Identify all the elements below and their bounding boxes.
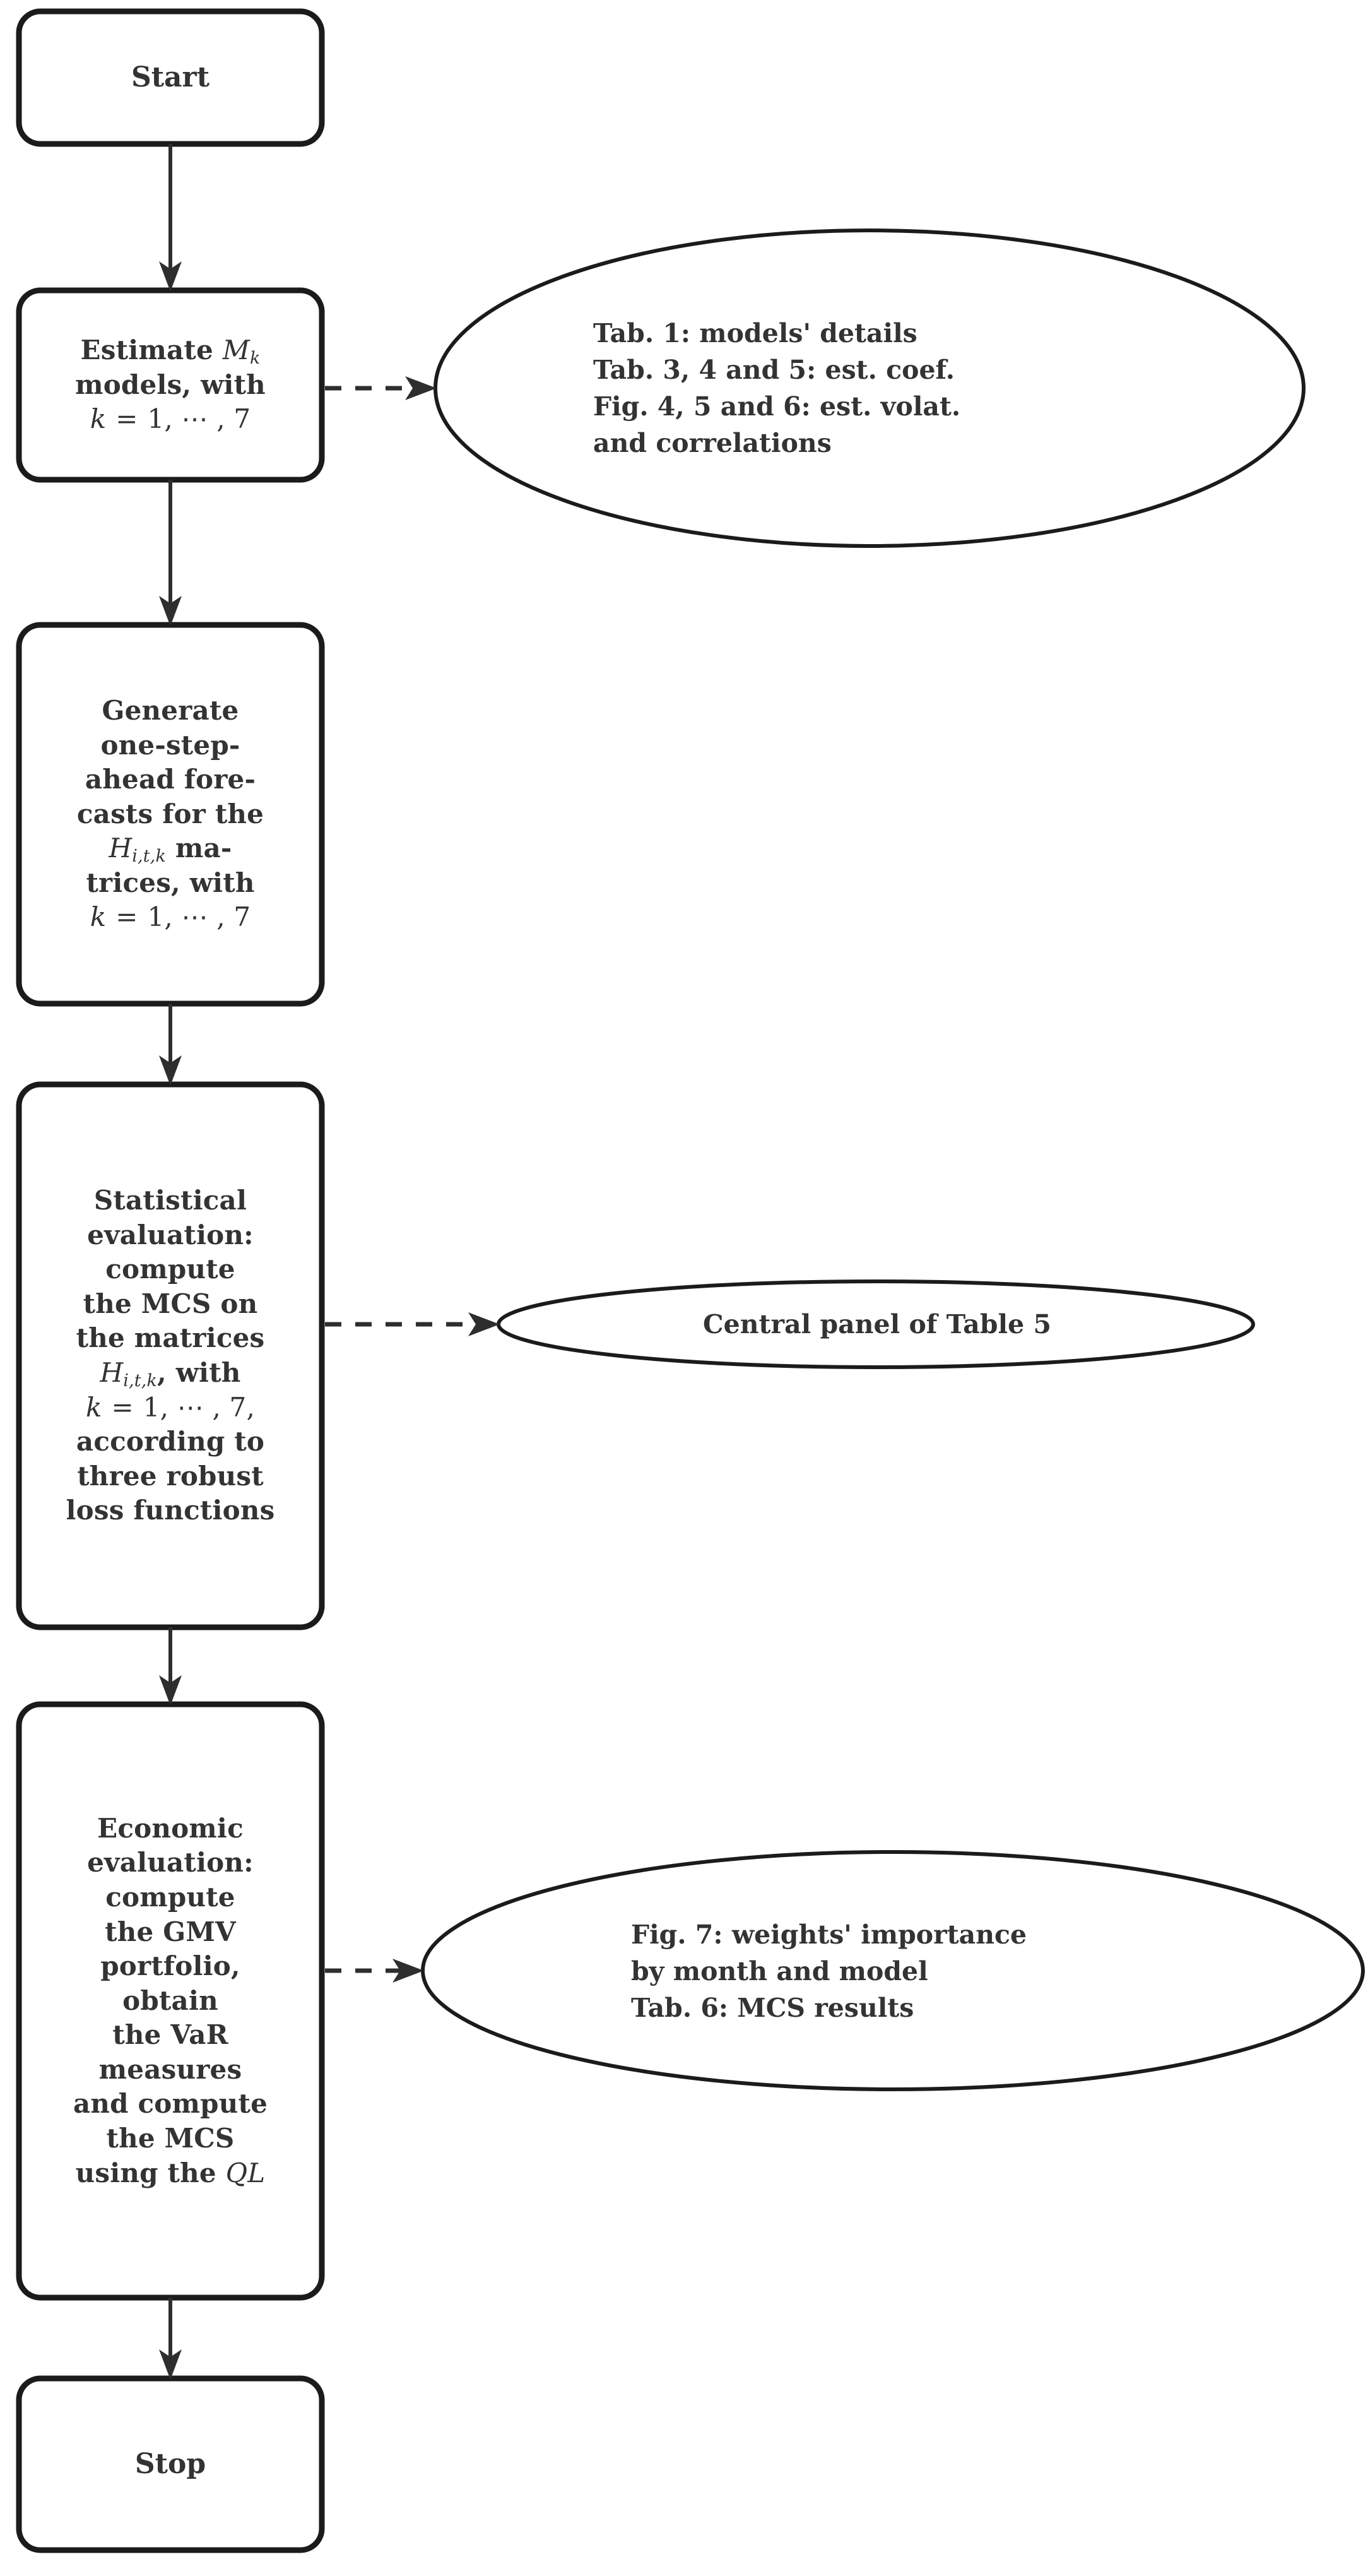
annotation-estimate-shape[interactable] <box>435 230 1304 546</box>
node-forecast-shape[interactable] <box>19 625 322 1004</box>
node-estimate-shape[interactable] <box>19 290 322 480</box>
annotation-economic-shape[interactable] <box>423 1852 1363 2089</box>
annotation-economic-label: Fig. 7: weights' importance by month and model Tab. 6: MCS results <box>631 1919 1027 2024</box>
node-stop-label: Stop <box>134 2448 206 2481</box>
node-estimate-label: Estimate $M_k$ models, with k = 1, ⋯ , 7 <box>75 335 266 435</box>
edge-estimate-to-forecast <box>159 480 182 626</box>
edge-forecast-to-statistical <box>159 1004 182 1086</box>
node-economic-shape[interactable] <box>19 1704 322 2298</box>
node-economic-label: Economic evaluation: compute the GMV portfolio, obtain the VaR measures and compute the MCS using the QL <box>73 1812 268 2188</box>
annotation-statistical-shape[interactable] <box>498 1281 1253 1367</box>
node-statistical-shape[interactable] <box>19 1084 322 1627</box>
edge-economic-to-stop <box>159 2298 182 2380</box>
node-stop-shape[interactable] <box>19 2378 322 2550</box>
edge-estimate-to-annotation <box>325 376 437 400</box>
edge-economic-to-annotation <box>325 1959 424 1983</box>
edge-statistical-to-annotation <box>325 1312 500 1336</box>
edge-start-to-estimate <box>159 144 182 292</box>
annotation-statistical-label: Central panel of Table 5 <box>703 1309 1051 1339</box>
edge-statistical-to-economic <box>159 1627 182 1706</box>
node-forecast-label: Generate one-step- ahead fore- casts for the $H_{i,t,k}$ ma- trices, with k = 1, ⋯ , 7 <box>76 694 264 933</box>
annotation-estimate-label: Tab. 1: models' details Tab. 3, 4 and 5: est. coef. Fig. 4, 5 and 6: est. volat. and correlations <box>593 318 961 459</box>
node-start-label: Start <box>131 61 210 94</box>
node-statistical-label: Statistical evaluation: compute the MCS on the matrices $H_{i,t,k}$, with k = 1, ⋯ , 7, according to three robust loss functions <box>66 1185 275 1526</box>
node-start-shape[interactable] <box>19 11 322 144</box>
